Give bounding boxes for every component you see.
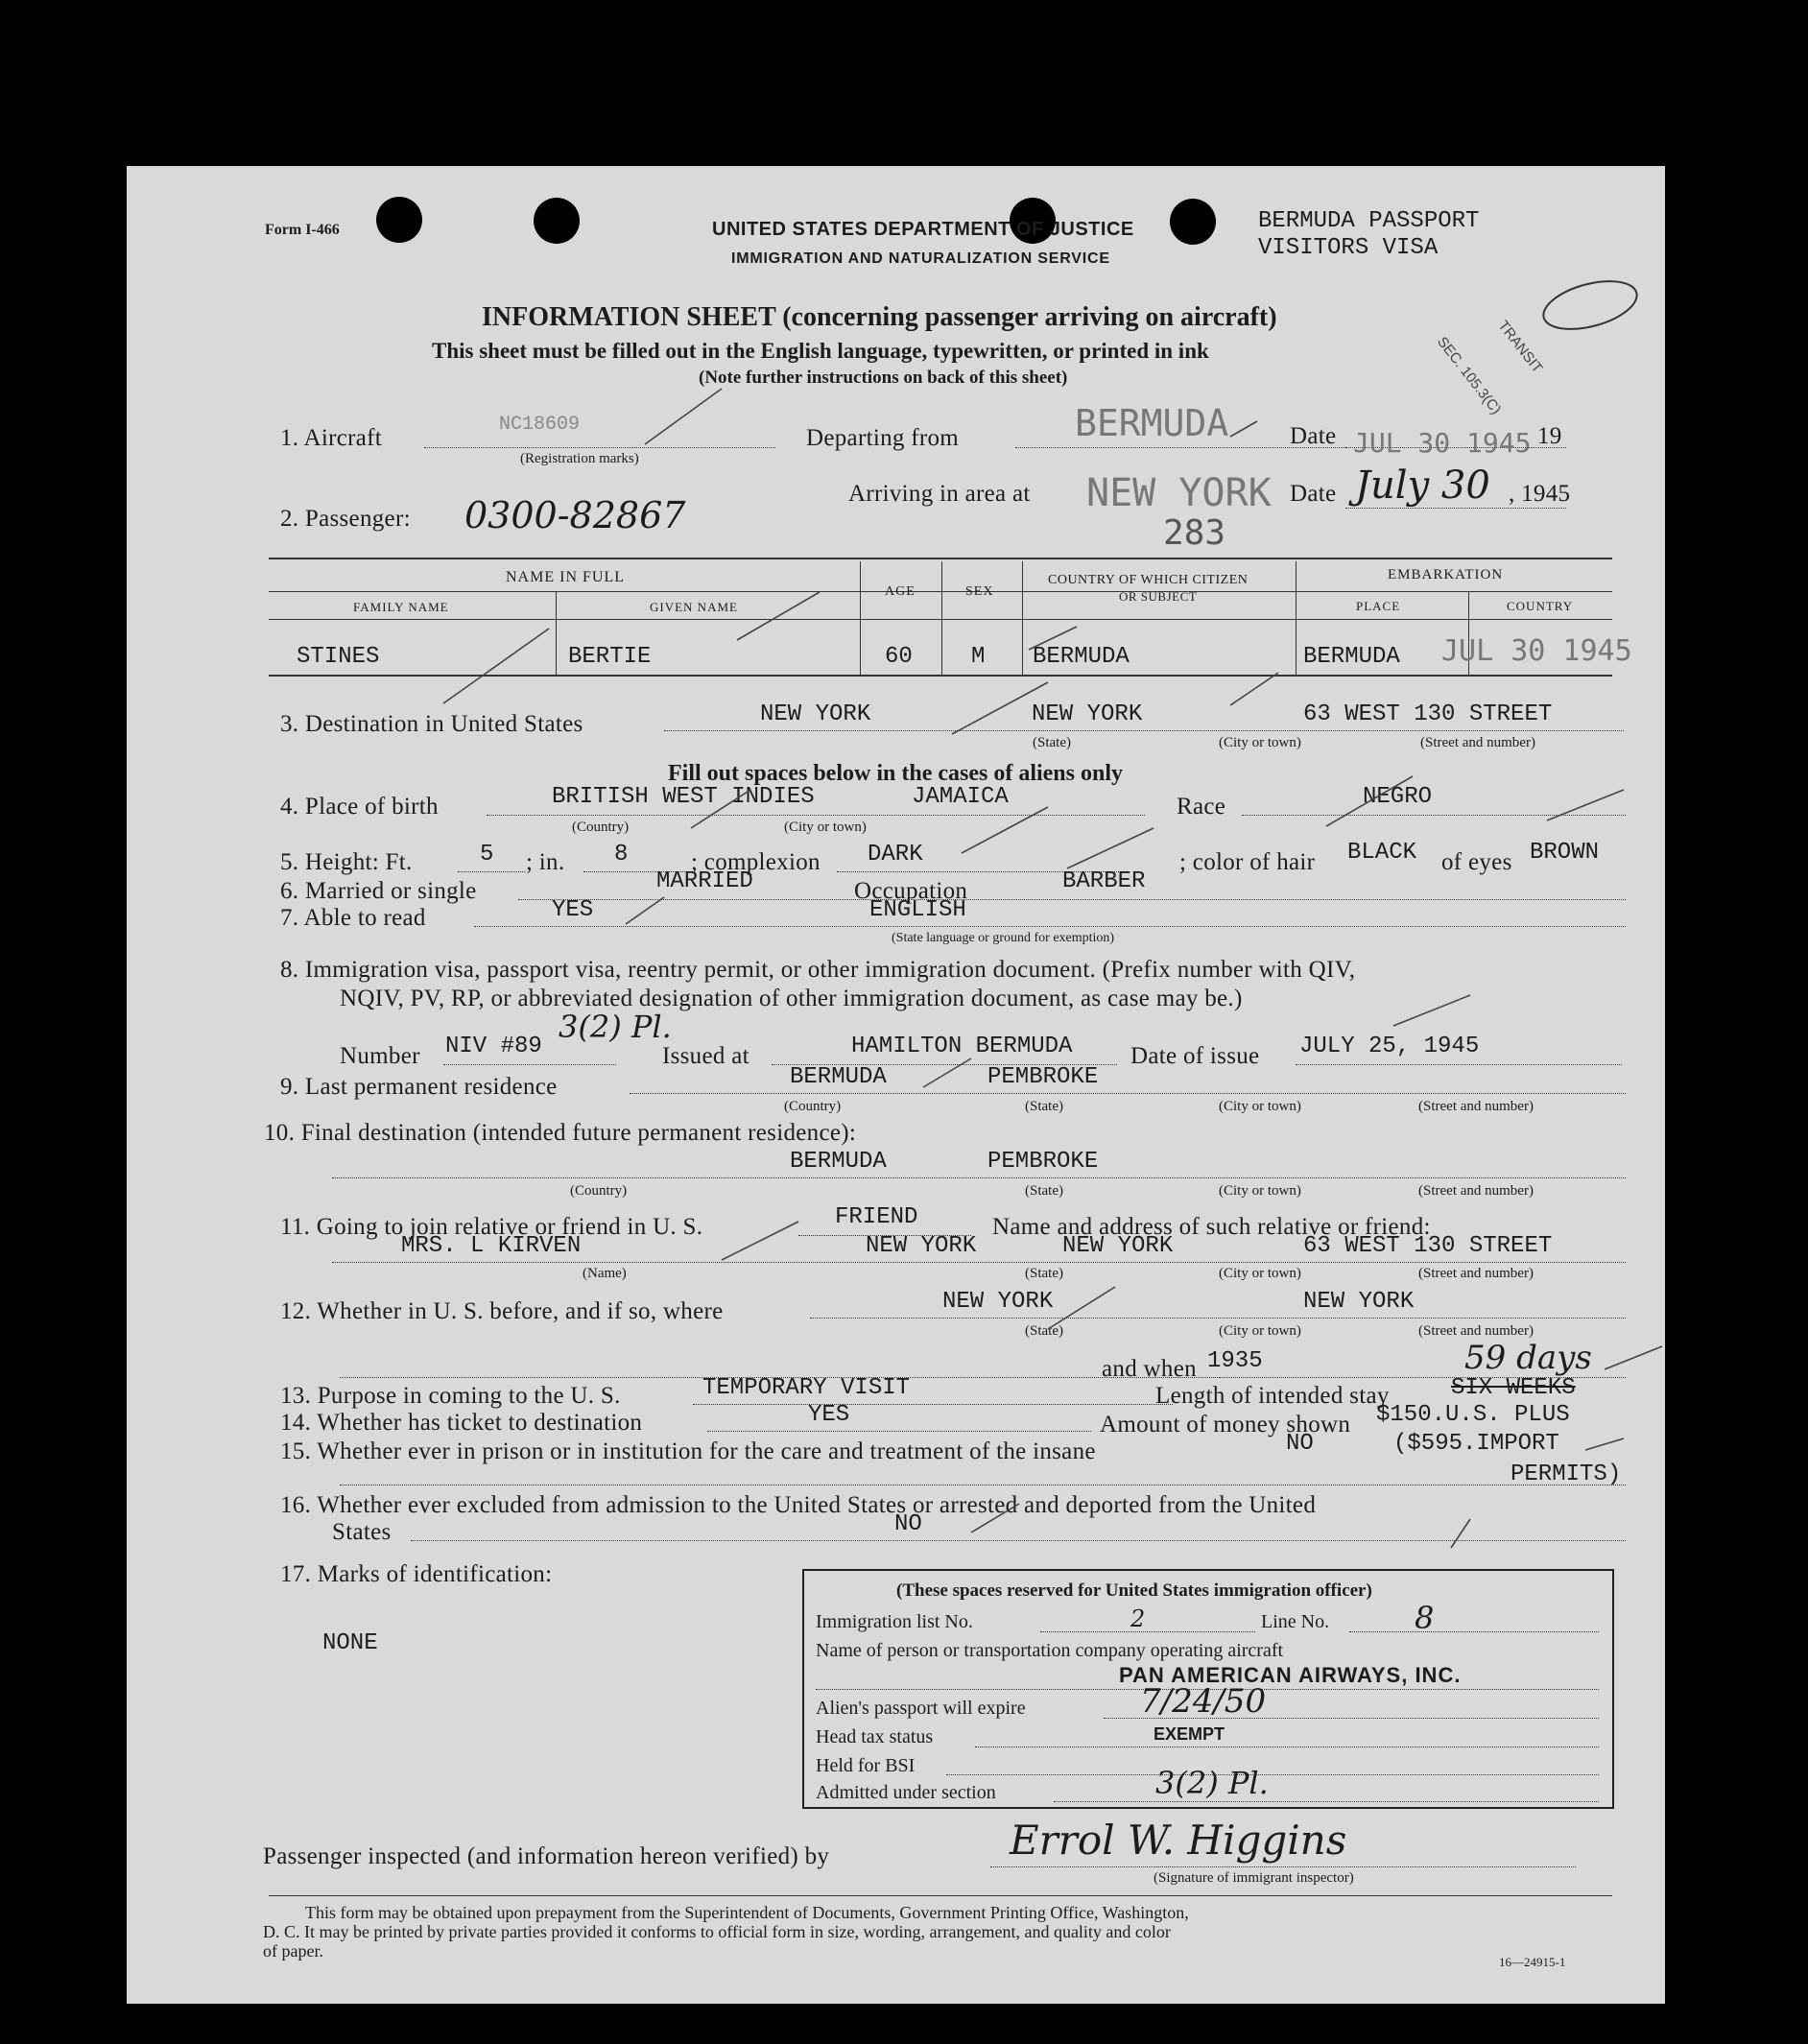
footer-line-3: of paper. <box>263 1941 323 1961</box>
final-state: PEMBROKE <box>987 1149 1099 1175</box>
bsi-label: Held for BSI <box>816 1755 916 1776</box>
section-label: Admitted under section <box>816 1782 996 1803</box>
prison-label: 15. Whether ever in prison or in institution for the care and treatment of the insane <box>280 1438 1096 1464</box>
corner-note-1: BERMUDA PASSPORT <box>1258 208 1480 234</box>
purpose-label: 13. Purpose in coming to the U. S. <box>280 1383 621 1409</box>
form-sheet <box>127 166 1665 2004</box>
final-state-caption: (State) <box>1025 1183 1063 1199</box>
height-ft-value: 5 <box>480 842 494 868</box>
excluded-value: NO <box>894 1511 922 1537</box>
residence-country-caption: (Country) <box>784 1099 842 1114</box>
operator-value: PAN AMERICAN AIRWAYS, INC. <box>1119 1663 1462 1687</box>
birth-country-caption: (Country) <box>572 820 630 835</box>
residence-label: 9. Last permanent residence <box>280 1074 558 1100</box>
residence-city-caption: (City or town) <box>1219 1099 1301 1114</box>
us-before-city: NEW YORK <box>1303 1289 1415 1315</box>
birth-city: JAMAICA <box>912 784 1009 810</box>
date-issue-label: Date of issue <box>1130 1043 1260 1069</box>
arrival-date-label: Date <box>1290 481 1337 507</box>
embarkation-place-value: BERMUDA <box>1303 644 1400 670</box>
stay-value: SIX WEEKS <box>1451 1375 1576 1401</box>
relative-city: NEW YORK <box>1062 1233 1174 1259</box>
relative-state: NEW YORK <box>866 1233 977 1259</box>
read-value: YES <box>552 897 594 923</box>
race-label: Race <box>1177 794 1226 820</box>
when-value: 1935 <box>1207 1348 1263 1374</box>
list-no-value: 2 <box>1130 1605 1146 1632</box>
pencil-checkmarks <box>127 166 1665 2004</box>
line-no-value: 8 <box>1415 1600 1435 1636</box>
join-relative-label: 11. Going to join relative or friend in U. S. <box>280 1214 703 1240</box>
stay-label: Length of intended stay <box>1155 1383 1390 1409</box>
issued-at-label: Issued at <box>662 1043 749 1069</box>
passenger-number: 0300-82867 <box>464 494 686 536</box>
destination-city-caption: (City or town) <box>1219 735 1301 750</box>
purpose-value: TEMPORARY VISIT <box>702 1375 911 1401</box>
line-no-label: Line No. <box>1261 1611 1330 1632</box>
footer-line-2: D. C. It may be printed by private parties provided it conforms to official form in size, wording, arrangement, and quality and color <box>263 1922 1171 1941</box>
destination-street: 63 WEST 130 STREET <box>1303 701 1553 727</box>
aircraft-value: NC18609 <box>499 414 581 436</box>
destination-state-caption: (State) <box>1033 735 1071 750</box>
eyes-label: of eyes <box>1441 849 1512 875</box>
officer-box-heading: (These spaces reserved for United States immigration officer) <box>896 1581 1372 1601</box>
form-number: Form I-466 <box>265 222 340 238</box>
corner-note-2: VISITORS VISA <box>1258 235 1439 261</box>
final-destination-label: 10. Final destination (intended future permanent residence): <box>264 1120 857 1146</box>
arriving-value: NEW YORK <box>1086 471 1272 515</box>
section-value: 3(2) Pl. <box>1155 1765 1269 1801</box>
money-label: Amount of money shown <box>1100 1412 1351 1438</box>
arrival-stamp-number: 283 <box>1163 513 1226 553</box>
arrival-date: July 30 <box>1355 463 1490 508</box>
relative-city-caption: (City or town) <box>1219 1266 1301 1281</box>
issued-at-value: HAMILTON BERMUDA <box>851 1034 1073 1059</box>
days-handwritten: 59 days <box>1464 1339 1592 1377</box>
us-before-label: 12. Whether in U. S. before, and if so, where <box>280 1298 724 1324</box>
destination-label: 3. Destination in United States <box>280 711 583 737</box>
section-stamp-text: SEC. 105.3(C) <box>1434 333 1505 418</box>
visa-label-2: NQIV, PV, RP, or abbreviated designation of other immigration document, as case may be.) <box>340 986 1243 1011</box>
date-label: Date <box>1290 423 1337 449</box>
final-country-caption: (Country) <box>570 1183 628 1199</box>
married-value: MARRIED <box>656 868 753 894</box>
us-before-state: NEW YORK <box>942 1289 1054 1315</box>
form-subtitle: This sheet must be filled out in the English language, typewritten, or printed in ink <box>432 339 1209 363</box>
country-col-header: COUNTRY <box>1507 599 1574 613</box>
inspection-label: Passenger inspected (and information hereon verified) by <box>263 1843 830 1869</box>
inspector-signature: Errol W. Higgins <box>1010 1817 1347 1864</box>
sex-value: M <box>971 644 986 670</box>
marks-label: 17. Marks of identification: <box>280 1561 553 1587</box>
language-value: ENGLISH <box>869 897 966 923</box>
married-label: 6. Married or single <box>280 878 477 904</box>
passport-expire-label: Alien's passport will expire <box>816 1698 1026 1719</box>
height-in-label: ; in. <box>526 849 565 875</box>
read-label: 7. Able to read <box>280 905 426 931</box>
residence-street-caption: (Street and number) <box>1418 1099 1534 1114</box>
hair-label: ; color of hair <box>1179 849 1316 875</box>
ticket-value: YES <box>808 1402 850 1428</box>
relative-street-caption: (Street and number) <box>1418 1266 1534 1281</box>
name-in-full-header: NAME IN FULL <box>506 569 625 585</box>
birth-country: BRITISH WEST INDIES <box>552 784 815 810</box>
relative-name-caption: (Name) <box>583 1266 627 1281</box>
operator-label: Name of person or transportation company operating aircraft <box>816 1640 1284 1661</box>
signature-caption: (Signature of immigrant inspector) <box>1154 1870 1354 1886</box>
given-name-header: GIVEN NAME <box>650 600 738 614</box>
marks-value: NONE <box>322 1630 378 1656</box>
final-street-caption: (Street and number) <box>1418 1183 1534 1199</box>
destination-city: NEW YORK <box>1032 701 1143 727</box>
citizenship-header: COUNTRY OF WHICH CITIZEN <box>1048 573 1249 587</box>
prison-value: NO <box>1286 1431 1314 1457</box>
citizenship-header-2: OR SUBJECT <box>1119 589 1198 604</box>
relative-state-caption: (State) <box>1025 1266 1063 1281</box>
form-title: INFORMATION SHEET (concerning passenger arriving on aircraft) <box>482 302 1277 332</box>
us-before-street-caption: (Street and number) <box>1418 1323 1534 1339</box>
given-name-value: BERTIE <box>568 644 652 670</box>
when-label: and when <box>1102 1356 1197 1382</box>
place-header: PLACE <box>1356 599 1401 613</box>
money-value: $150.U.S. PLUS <box>1376 1402 1570 1428</box>
departing-value: BERMUDA <box>1075 402 1229 444</box>
excluded-label-2: States <box>332 1519 392 1545</box>
transit-stamp-text: TRANSIT <box>1494 317 1546 377</box>
final-city-caption: (City or town) <box>1219 1183 1301 1199</box>
department-name: UNITED STATES DEPARTMENT OF JUSTICE <box>712 219 1134 240</box>
residence-country: BERMUDA <box>790 1064 887 1090</box>
residence-state-caption: (State) <box>1025 1099 1063 1114</box>
aircraft-label: 1. Aircraft <box>280 425 383 451</box>
final-country: BERMUDA <box>790 1149 887 1175</box>
date-suffix: 19 <box>1537 423 1562 449</box>
sex-header: SEX <box>965 584 994 599</box>
arrival-year: , 1945 <box>1509 481 1571 507</box>
age-value: 60 <box>885 644 913 670</box>
occupation-value: BARBER <box>1062 868 1146 894</box>
race-value: NEGRO <box>1363 784 1433 810</box>
embarkation-header: EMBARKATION <box>1388 567 1504 582</box>
money-value-2: ($595.IMPORT <box>1393 1431 1559 1457</box>
complexion-label: ; complexion <box>691 849 821 875</box>
language-caption: (State language or ground for exemption) <box>892 931 1115 945</box>
relation-value: FRIEND <box>835 1204 918 1230</box>
visa-label-1: 8. Immigration visa, passport visa, reentry permit, or other immigration document. (Prefix number with QIV, <box>280 957 1356 983</box>
age-header: AGE <box>885 584 916 599</box>
occupation-label: Occupation <box>854 878 968 904</box>
family-name-value: STINES <box>297 644 380 670</box>
passenger-label: 2. Passenger: <box>280 506 411 532</box>
date-issue-value: JULY 25, 1945 <box>1299 1034 1480 1059</box>
excluded-label-1: 16. Whether ever excluded from admission to the United States or arrested and deported from the United <box>280 1492 1317 1518</box>
passport-expire-value: 7/24/50 <box>1140 1682 1267 1721</box>
destination-state: NEW YORK <box>760 701 871 727</box>
us-before-state-caption: (State) <box>1025 1323 1063 1339</box>
departure-date-stamp: JUL 30 1945 <box>1353 427 1532 459</box>
complexion-value: DARK <box>868 842 923 868</box>
relative-street: 63 WEST 130 STREET <box>1303 1233 1553 1259</box>
birthplace-label: 4. Place of birth <box>280 794 439 820</box>
registration-caption: (Registration marks) <box>520 451 639 466</box>
ticket-label: 14. Whether has ticket to destination <box>280 1410 643 1436</box>
list-no-label: Immigration list No. <box>816 1611 973 1632</box>
name-address-label: Name and address of such relative or friend: <box>992 1214 1431 1240</box>
family-name-header: FAMILY NAME <box>353 600 449 614</box>
destination-street-caption: (Street and number) <box>1420 735 1535 750</box>
footer-line-1: This form may be obtained upon prepayment from the Superintendent of Documents, Government Printing Office, Washington, <box>305 1903 1189 1922</box>
hair-value: BLACK <box>1347 840 1417 866</box>
height-label: 5. Height: Ft. <box>280 849 413 875</box>
money-value-3: PERMITS) <box>1511 1462 1622 1487</box>
embarkation-date-stamp: JUL 30 1945 <box>1441 634 1632 668</box>
service-name: IMMIGRATION AND NATURALIZATION SERVICE <box>731 250 1110 267</box>
head-tax-label: Head tax status <box>816 1726 934 1747</box>
visa-handwritten-note: 3(2) Pl. <box>559 1009 672 1045</box>
eyes-value: BROWN <box>1530 840 1600 866</box>
residence-state: PEMBROKE <box>987 1064 1099 1090</box>
visa-number-value: NIV #89 <box>445 1034 542 1059</box>
departing-label: Departing from <box>806 425 960 451</box>
visa-number-label: Number <box>340 1043 420 1069</box>
citizenship-value: BERMUDA <box>1033 644 1130 670</box>
arriving-label: Arriving in area at <box>848 481 1031 507</box>
aliens-only-heading: Fill out spaces below in the cases of aliens only <box>668 761 1124 786</box>
us-before-city-caption: (City or town) <box>1219 1323 1301 1339</box>
relative-name: MRS. L KIRVEN <box>401 1233 582 1259</box>
height-in-value: 8 <box>614 842 629 868</box>
birth-city-caption: (City or town) <box>784 820 867 835</box>
form-note: (Note further instructions on back of this sheet) <box>699 368 1068 388</box>
form-code: 16—24915-1 <box>1499 1955 1566 1969</box>
head-tax-value: EXEMPT <box>1154 1724 1225 1744</box>
